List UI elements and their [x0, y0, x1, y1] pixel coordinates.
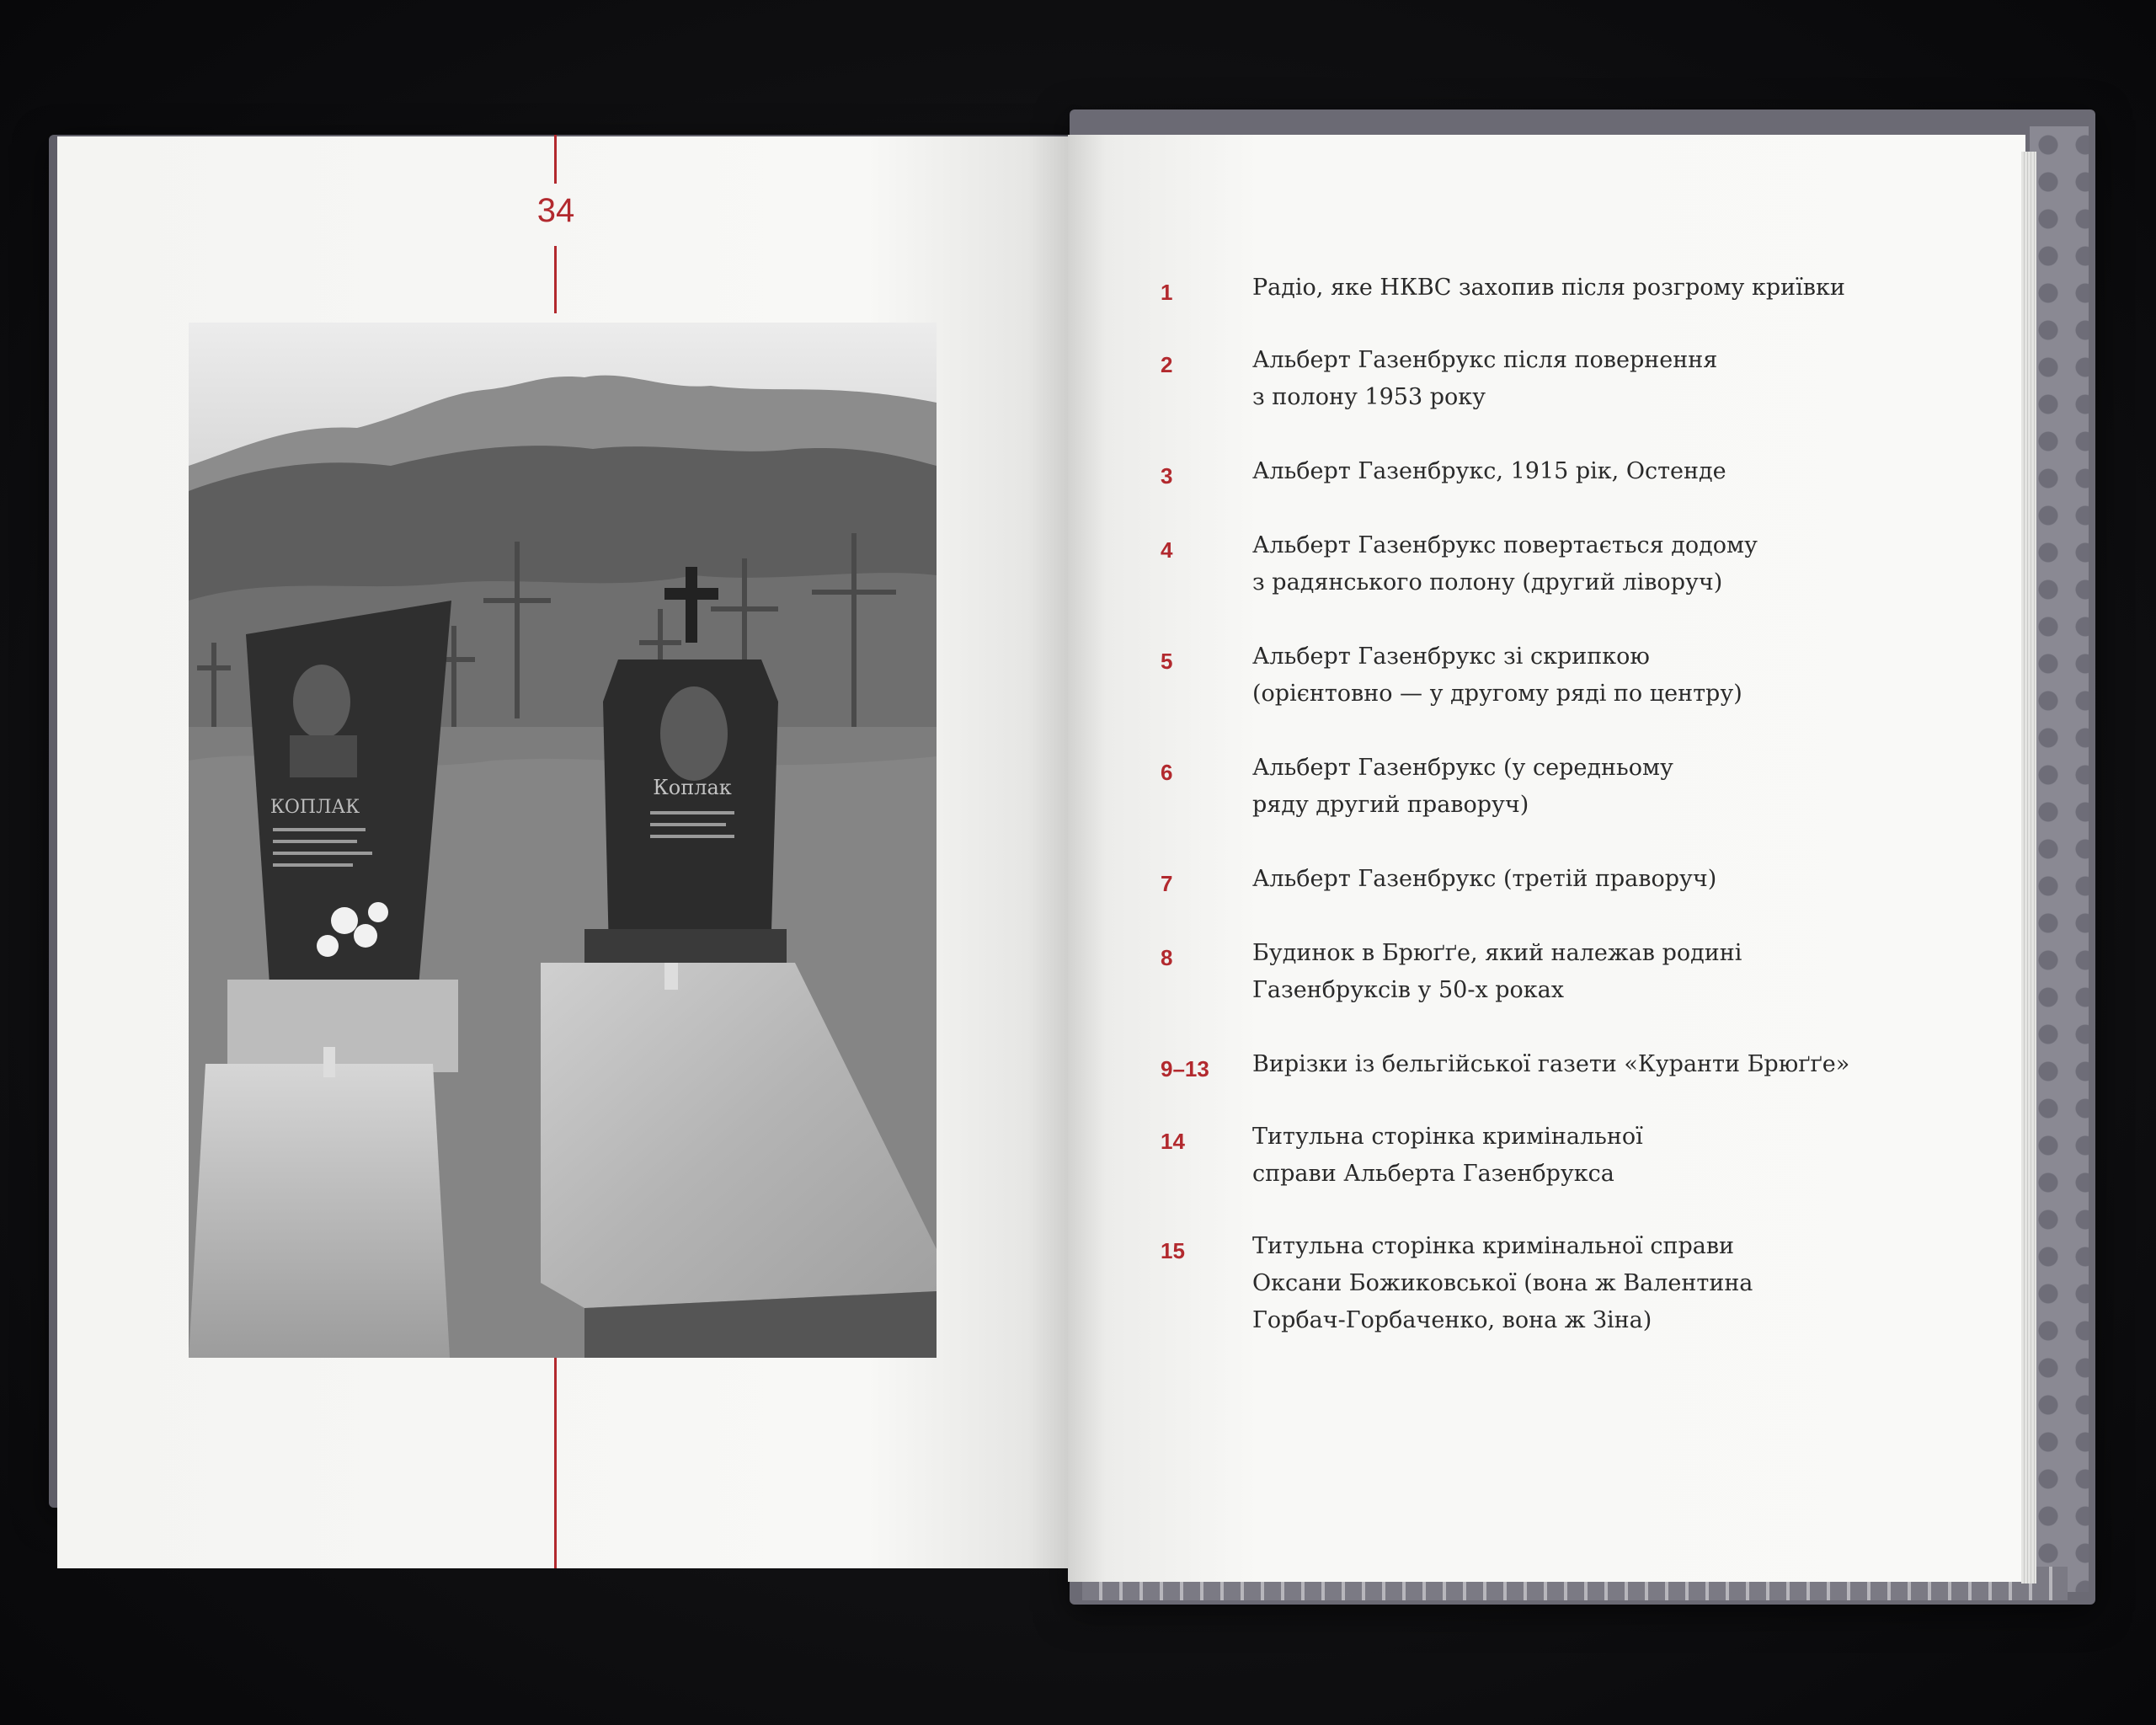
caption-text: Альберт Газенбрукс після повернення з полону 1953 року: [1252, 347, 1718, 410]
caption-text: Радіо, яке НКВС захопив після розгрому криївки: [1252, 275, 1845, 301]
caption-text: Вирізки із бельгійської газети «Куранти Брюґґе»: [1252, 1051, 1850, 1077]
caption-number: 7: [1161, 871, 1173, 896]
caption-number: 4: [1161, 537, 1173, 563]
caption-number: 3: [1161, 463, 1173, 489]
caption-number: 1: [1161, 280, 1173, 305]
caption-text: Титульна сторінка кримінальної справи Оксани Божиковської (вона ж Валентина Горбач-Горбаченко, вона ж Зіна): [1252, 1233, 1753, 1333]
caption-text: Альберт Газенбрукс (третій праворуч): [1252, 866, 1717, 892]
cemetery-photo-illustration: [189, 323, 937, 1358]
caption-text: Альберт Газенбрукс зі скрипкою (орієнтовно — у другому ряді по центру): [1252, 644, 1742, 707]
caption-text: Альберт Газенбрукс (у середньому ряду другий праворуч): [1252, 755, 1673, 818]
caption-number: 6: [1161, 760, 1173, 785]
caption-text: Титульна сторінка кримінальної справи Альберта Газенбрукса: [1252, 1124, 1643, 1187]
svg-text:КОПЛАК: КОПЛАК: [270, 797, 360, 818]
red-rule-top: [554, 135, 557, 184]
red-rule-middle: [554, 246, 557, 313]
dotted-endpaper: [2030, 126, 2089, 1592]
page-edges: [2021, 152, 2036, 1583]
caption-number: 14: [1161, 1129, 1185, 1154]
caption-number: 9–13: [1161, 1056, 1209, 1081]
caption-number: 8: [1161, 945, 1173, 970]
caption-number: 5: [1161, 649, 1173, 674]
caption-text: Будинок в Брюґґе, який належав родині Газенбруксів у 50-х роках: [1252, 940, 1742, 1003]
caption-number: 2: [1161, 352, 1173, 377]
caption-text: Альберт Газенбрукс, 1915 рік, Остенде: [1252, 458, 1726, 484]
cemetery-photograph: [189, 323, 937, 1358]
red-rule-bottom: [554, 1358, 557, 1568]
caption-text: Альберт Газенбрукс повертається додому з радянського полону (другий ліворуч): [1252, 532, 1758, 595]
svg-text:Коплак: Коплак: [653, 776, 732, 799]
caption-number: 15: [1161, 1238, 1185, 1263]
page-number: 34: [536, 192, 575, 229]
